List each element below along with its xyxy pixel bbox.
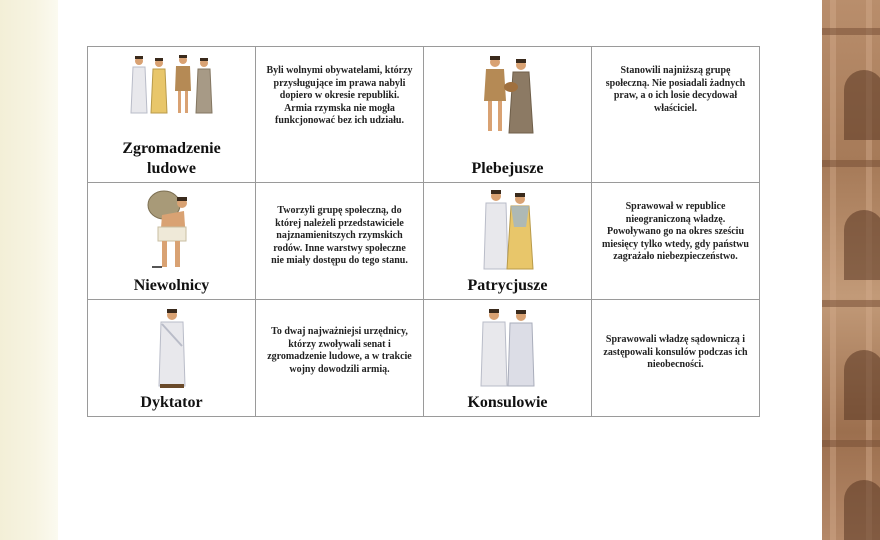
citizens-group-icon [88,53,255,133]
card-image-cell [88,183,256,300]
social-classes-table [87,46,760,417]
card-description-cell [592,300,760,417]
card-image-cell [88,47,256,183]
card-description: Sprawowali władzę sądowniczą i zastępowali konsulów podczas ich nieobecności. [603,334,748,370]
card-image-cell [88,300,256,417]
card-title: Niewolnicy [133,277,210,294]
card-description: Sprawował w republice nieograniczoną władzę. Powoływano go na okres sześciu miesięcy tylko wtedy, gdy państwu zagrażało niebezpieczeństwo. [602,201,749,262]
left-background-strip [0,0,58,540]
card-description-cell [256,183,424,300]
card-title: Plebejusze [471,160,544,177]
card-description: Stanowili najniższą grupę społeczną. Nie posiadali żadnych praw, a o ich losie decydował właściciel. [605,65,746,114]
table-row [88,183,760,300]
card-description-cell [592,183,760,300]
card-description: Tworzyli grupę społeczną, do której należeli przedstawiciele najznamienitszych rzymskich rodów. Inne warstwy społeczne nie miały dostępu do tego stanu. [271,205,408,266]
card-image-cell [424,47,592,183]
colosseum-background-image [822,0,880,540]
card-description-cell [592,47,760,183]
table-row [88,300,760,417]
card-title: Konsulowie [467,394,548,411]
card-title: Patrycjusze [467,277,548,294]
card-title: Dyktator [140,394,203,411]
patricians-icon [424,187,591,267]
dictator-toga-icon [88,306,255,386]
card-title: Zgromadzenie ludowe [122,140,221,177]
slave-carrying-sack-icon [88,187,255,267]
plebeians-icon [424,53,591,133]
card-image-cell [424,183,592,300]
consuls-icon [424,306,591,386]
table-row [88,47,760,183]
card-image-cell [424,300,592,417]
card-description-cell [256,47,424,183]
card-description: Byli wolnymi obywatelami, którzy przysługujące im prawa nabyli dopiero w okresie republiki. Armia rzymska nie mogła funkcjonować bez ich udziału. [266,65,413,126]
card-description: To dwaj najważniejsi urzędnicy, którzy zwoływali senat i zgromadzenie ludowe, a w trakcie wojny dowodzili armią. [267,326,412,375]
card-description-cell [256,300,424,417]
